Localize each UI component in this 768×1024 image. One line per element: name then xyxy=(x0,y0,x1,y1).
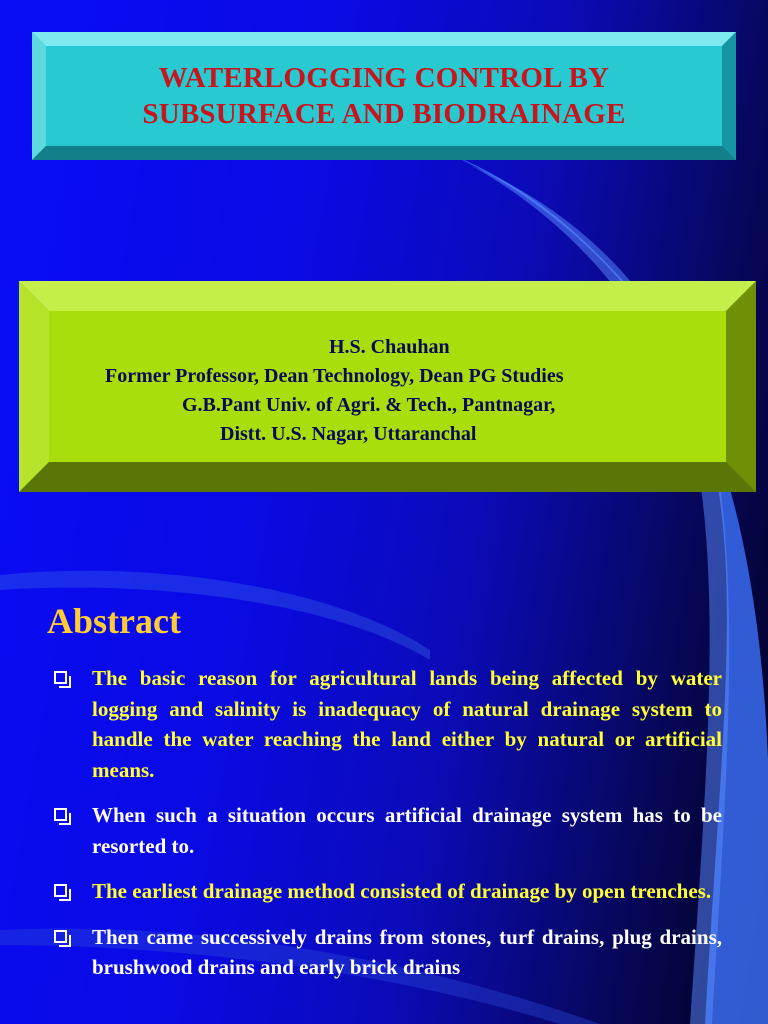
title-banner xyxy=(32,32,736,160)
bullet-text: The earliest drainage method consisted of drainage by open trenches. xyxy=(92,879,712,903)
bullet-text: The basic reason for agricultural lands being affected by water logging and salinity is inadequacy of natural drainage system to handle the water reaching the land either by natural or artificial means. xyxy=(92,666,722,782)
bullet-text: When such a situation occurs artificial drainage system has to be resorted to. xyxy=(92,803,722,858)
author-name: H.S. Chauhan xyxy=(329,335,450,358)
author-face xyxy=(49,311,726,462)
title-face xyxy=(46,46,722,146)
author-university: G.B.Pant Univ. of Agri. & Tech., Pantnagar, xyxy=(182,393,556,416)
list-item xyxy=(52,663,722,785)
checkbox-bullet-icon xyxy=(54,671,67,684)
author-position: Former Professor, Dean Technology, Dean PG Studies xyxy=(105,364,564,387)
list-item xyxy=(52,922,722,983)
checkbox-bullet-icon xyxy=(54,884,67,897)
abstract-bullet-list xyxy=(52,663,722,998)
bullet-text: Then came successively drains from stones, turf drains, plug drains, brushwood drains and early brick drains xyxy=(92,924,722,979)
list-item xyxy=(52,876,722,907)
checkbox-bullet-icon xyxy=(54,808,67,821)
author-banner xyxy=(19,281,756,492)
list-item xyxy=(52,800,722,861)
abstract-heading: Abstract xyxy=(47,601,181,641)
title-line-2: SUBSURFACE AND BIODRAINAGE xyxy=(142,98,626,130)
author-district: Distt. U.S. Nagar, Uttaranchal xyxy=(220,422,477,445)
title-line-1: WATERLOGGING CONTROL BY xyxy=(158,62,610,94)
checkbox-bullet-icon xyxy=(54,930,67,943)
